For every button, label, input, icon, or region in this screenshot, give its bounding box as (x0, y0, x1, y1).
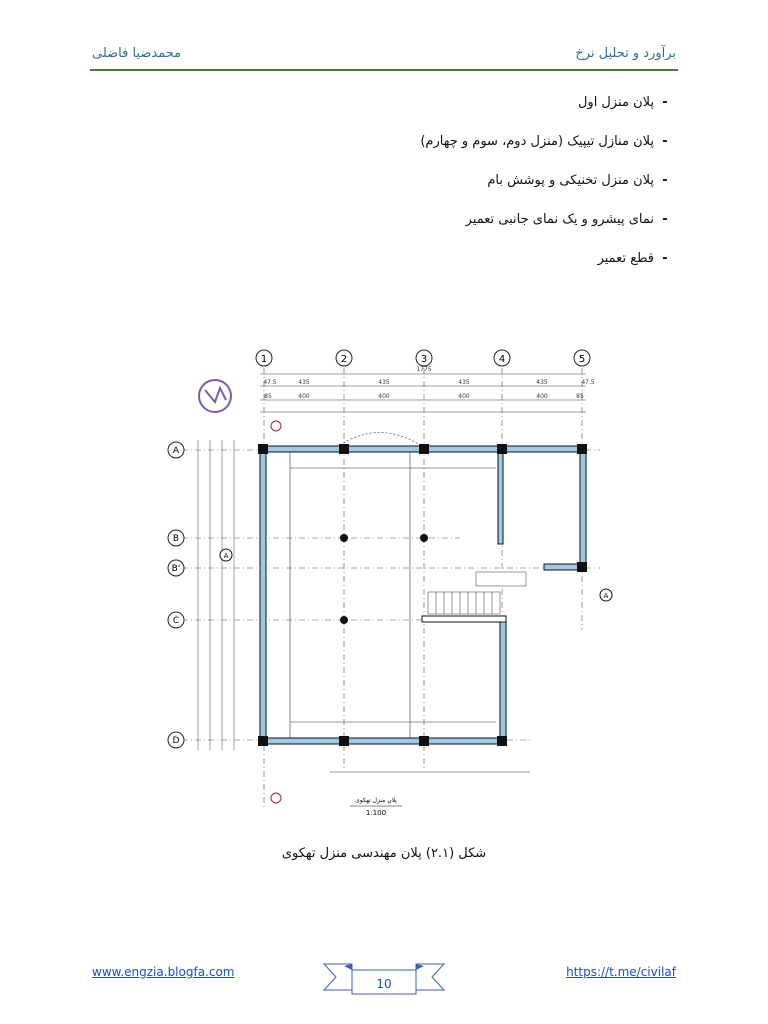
list-item (256, 131, 676, 151)
svg-text:B: B (172, 534, 180, 544)
svg-text:1775: 1775 (416, 366, 432, 373)
header-divider (90, 69, 678, 71)
list-item-text: پلان منازل تیپیک (منزل دوم، سوم و چهارم) (420, 133, 654, 149)
page-number: 10 (376, 977, 392, 991)
list-item-text: پلان منزل اول (577, 94, 654, 110)
section-markers (220, 421, 612, 803)
bullet-dash: - (662, 133, 668, 149)
header-title: برآورد و تحلیل نرخ (575, 46, 676, 61)
bullet-dash: - (662, 250, 668, 266)
svg-text:B': B' (171, 564, 181, 574)
svg-text:85: 85 (264, 393, 272, 400)
svg-text:D: D (172, 736, 180, 746)
svg-text:1:100: 1:100 (365, 809, 387, 817)
svg-text:435: 435 (458, 379, 470, 386)
bullet-dash: - (662, 94, 668, 110)
list-item (256, 209, 676, 229)
list-item-text: قطع تعمیر (597, 250, 654, 266)
svg-text:435: 435 (378, 379, 390, 386)
svg-text:47.5: 47.5 (263, 379, 277, 386)
svg-text:47.5: 47.5 (581, 379, 595, 386)
svg-text:پلان منزل تهکوی: پلان منزل تهکوی (355, 797, 397, 804)
north-arrow-icon (199, 380, 231, 412)
svg-text:400: 400 (378, 393, 390, 400)
svg-text:435: 435 (536, 379, 548, 386)
plan-title-block (350, 797, 402, 817)
interior-columns (340, 534, 428, 624)
svg-text:435: 435 (298, 379, 310, 386)
list-item-text: پلان منزل تخنیکی و پوشش بام (487, 172, 654, 188)
list-item (256, 248, 676, 268)
telegram-link[interactable]: https://t.me/civilaf (566, 965, 676, 979)
plan-walls (260, 446, 586, 744)
list-item (256, 170, 676, 190)
svg-text:A: A (603, 592, 609, 600)
drawing-list (256, 92, 676, 287)
bullet-dash: - (662, 172, 668, 188)
svg-text:C: C (172, 616, 180, 626)
svg-text:400: 400 (298, 393, 310, 400)
svg-text:4: 4 (498, 354, 506, 365)
svg-text:400: 400 (536, 393, 548, 400)
structural-columns (258, 444, 587, 746)
list-item (256, 92, 676, 112)
svg-text:400: 400 (458, 393, 470, 400)
svg-text:85: 85 (576, 393, 584, 400)
grid-number-bubbles (256, 350, 590, 366)
svg-text:5: 5 (578, 354, 586, 365)
svg-text:1: 1 (260, 354, 268, 365)
svg-text:A: A (223, 552, 229, 560)
svg-text:3: 3 (420, 354, 428, 365)
svg-text:A: A (172, 446, 180, 456)
svg-text:2: 2 (340, 354, 348, 365)
header-author: محمدضیا فاضلی (92, 46, 182, 61)
blog-link[interactable]: www.engzia.blogfa.com (92, 965, 235, 979)
staircase (428, 572, 526, 614)
grid-letter-bubbles (168, 442, 184, 748)
list-item-text: نمای پیشرو و یک نمای جانبی تعمیر (465, 211, 654, 227)
bullet-dash: - (662, 211, 668, 227)
figure-caption: شکل (۲.۱) پلان مهندسی منزل تهکوی (281, 846, 487, 861)
floor-plan-drawing (160, 340, 620, 830)
